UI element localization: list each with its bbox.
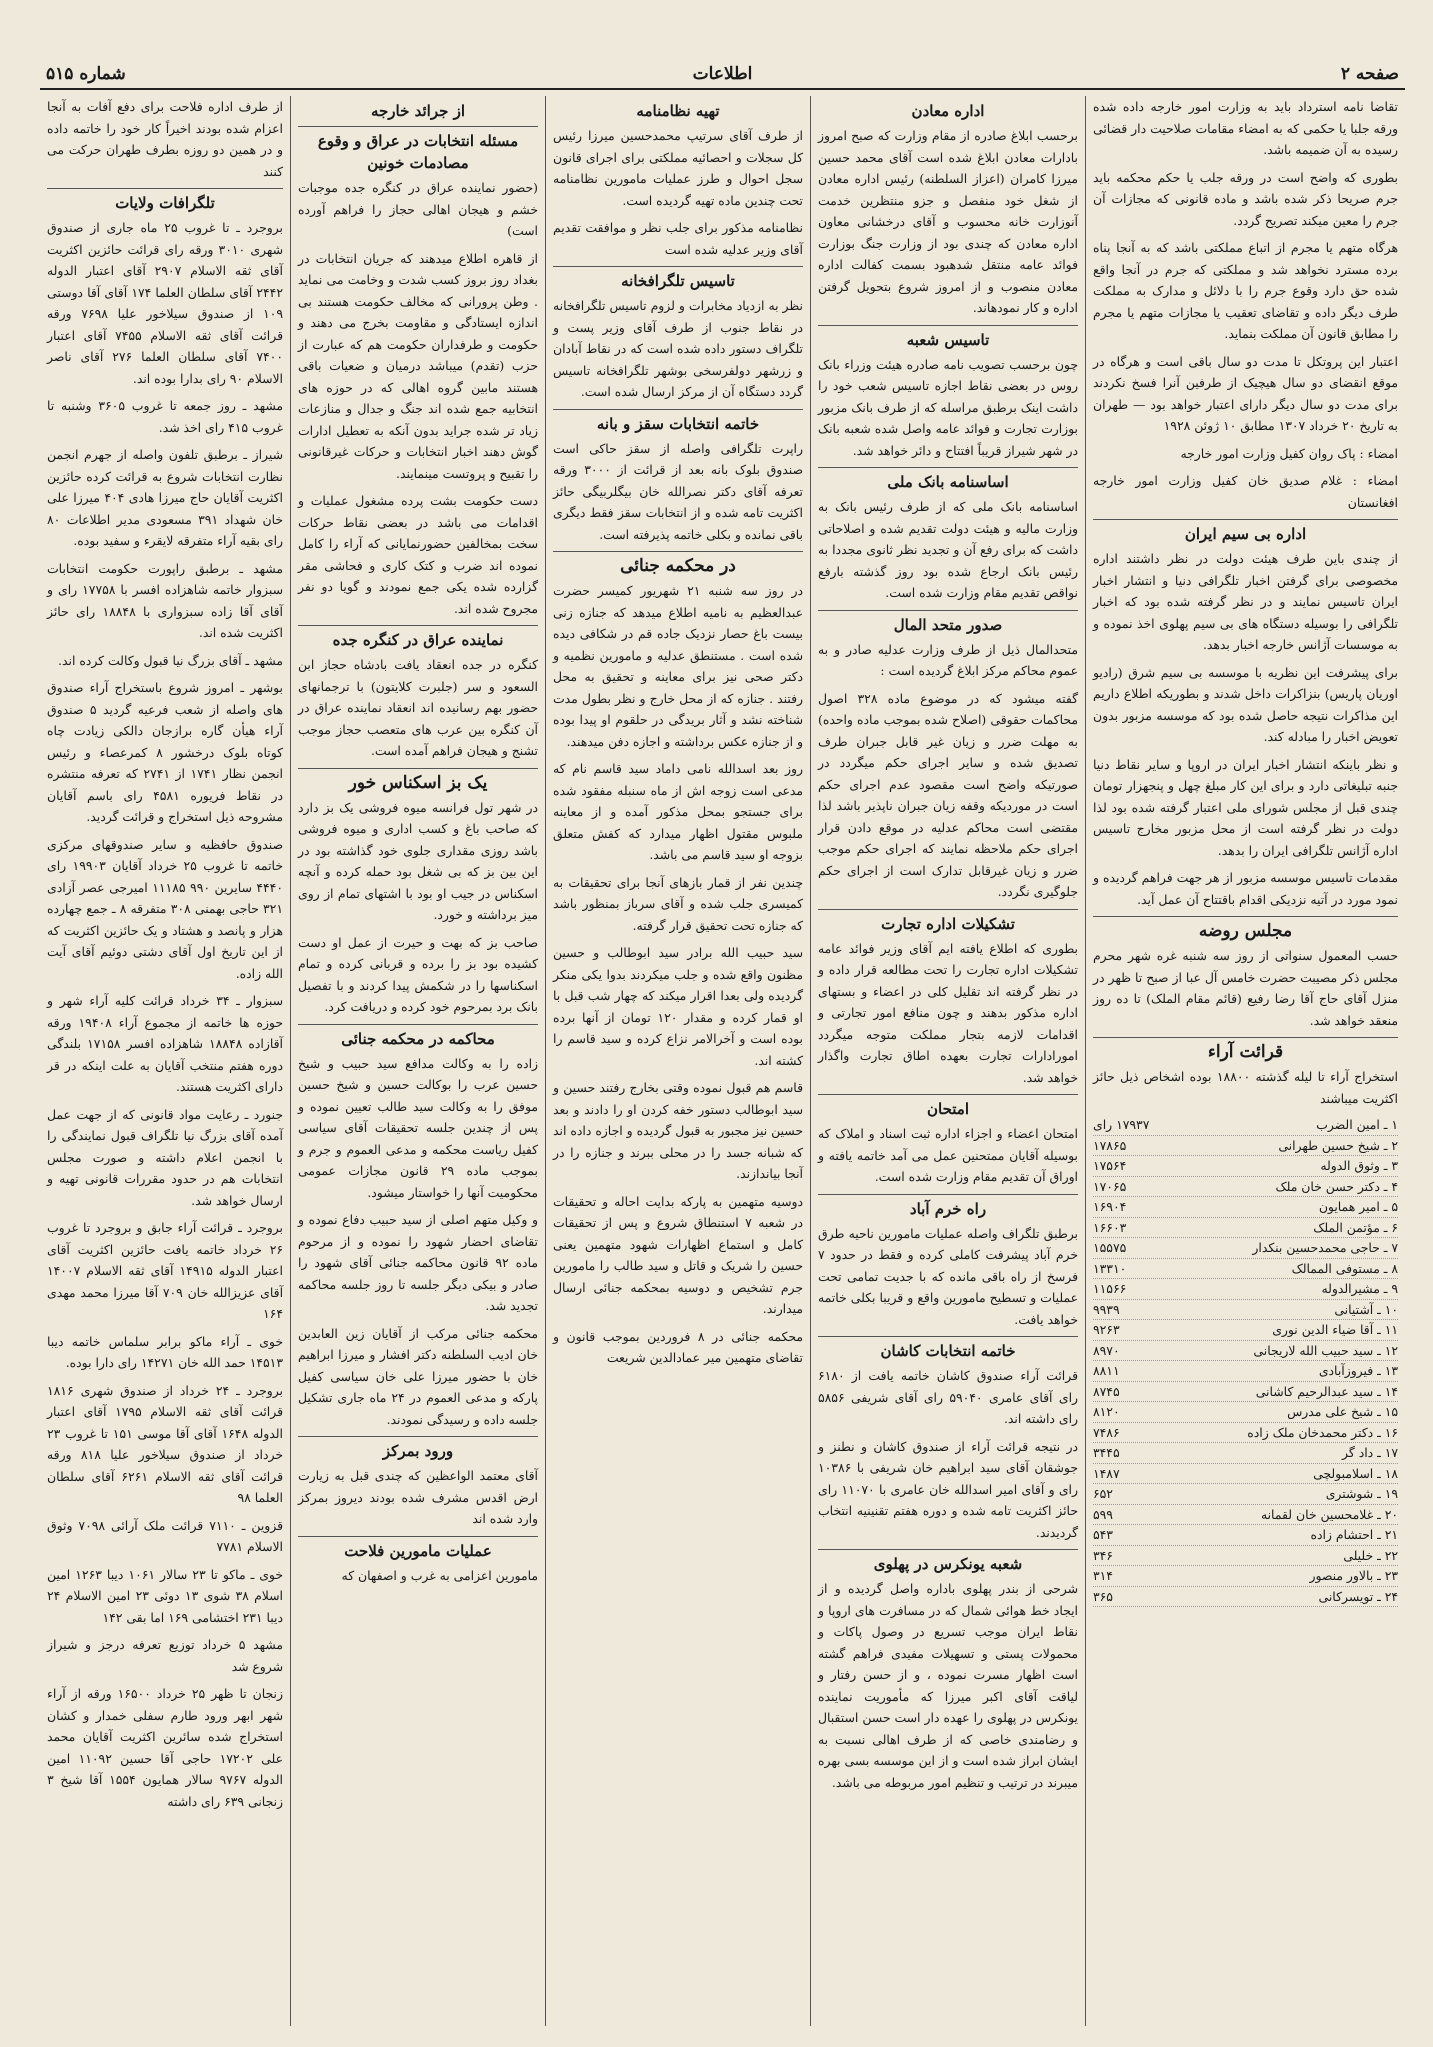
paragraph: از طرف آقای سرتیپ محمدحسین میرزا رئیس کل سجلات و احصائیه مملکتی برای اجرای قانون سجل احوال و طرز عملیات مامورین نظامنامه تحت چندین ماده تهیه گردیده است. [553, 128, 803, 208]
headline: شعبه یونکرس در پهلوی [818, 1549, 1078, 1575]
paragraph: محکمه جنائی در ۸ فروردین بموجب قانون و تقاضای متهمین میر عمادالدین شریعت [553, 1328, 803, 1365]
list-item: ۲ ـ شیخ حسین طهرانی ۱۷۸۶۵ [1093, 1136, 1398, 1157]
paragraph: گفته میشود که در موضوع ماده ۳۲۸ اصول محاکمات حقوقی (اصلاح شده بموجب ماده واحده) به مهلت ضرر و زیان غیر قابل جبران طرف تصدیق شده و سایر اجرای حکم میگردد در صورتیکه واضح است مقصود عدم اجرای حکم است در موردیکه وقفه زیان جبران ناپذیر باشد لذا مقتضی است محاکم عدلیه در موقع دادن قرار اجرای حکم ملاحظه نمایند که اجرای حکم موجب ضرر و زیان غیرقابل تدارک است از اجرای حکم جلوگیری نگردد. [818, 690, 1078, 899]
list-item: ۱۶ ـ دکتر محمدخان ملک زاده ۷۴۸۶ [1093, 1423, 1398, 1444]
paragraph: هرگاه متهم یا مجرم از اتباع مملکتی باشد که به آنجا پناه برده مسترد نخواهد شد و مملکتی که جرم در آنجا واقع شده حق دارد وقوع جرم را با دلائل و مدارک به مملکت طرف دیگر داده و تقاضای تعقیب یا مجازات متهم یا مجرم را مطابق قانون آن مملکت بنماید. [1093, 240, 1398, 341]
paragraph: (حضور نماینده عراق در کنگره جده موجبات خشم و هیجان اهالی حجاز را فراهم آورده است) [298, 180, 538, 238]
newspaper-title: اطلاعات [692, 64, 753, 84]
headline: خاتمه انتخابات کاشان [818, 1336, 1078, 1362]
headline: اداره معادن [911, 102, 985, 120]
list-item: ۲۳ ـ بالاور منصور ۳۱۴ [1093, 1566, 1398, 1587]
paragraph: قزوین ـ ۷۱۱۰ قرائت ملک آرائی ۷۰۹۸ وثوق الاسلام ۷۷۸۱ [47, 1517, 284, 1554]
paragraph: از طرف اداره فلاحت برای دفع آفات به آنجا اعزام شده بودند اخیراً کار خود را خاتمه داده و در همین دو روزه بطرف طهران حرکت می کنند [47, 99, 283, 179]
list-item: ۵ ـ امیر همایون ۱۶۹۰۴ [1093, 1197, 1398, 1218]
paragraph: قرائت آراء صندوق کاشان خاتمه یافت از ۶۱۸۰ رای آقای عامری ۵۹۰۴۰ رای آقای شریفی ۵۸۵۶ رای داشته اند. [818, 1368, 1078, 1426]
paragraph: مشهد ۵ خرداد توزیع تعرفه درجز و شیراز شروع شد [47, 1637, 283, 1674]
paragraph: نظر به ازدیاد مخابرات و لزوم تاسیس تلگرافخانه در نقاط جنوب از طرف آقای وزیر پست و تلگراف دستور داده شده است که در نقاط آبادان و زرشهر دولفرسخی بوشهر تلگرافخانه تاسیس گردد دستگاه آن از مرکز ارسال شده است. [553, 298, 803, 399]
paragraph: بطوری که اطلاع یافته ایم آقای وزیر فوائد عامه تشکیلات اداره تجارت را تحت مطالعه قرار داده و در نظر گرفته اند تقلیل کلی در اعضاء و بستهای اداره مذکور بدهند و چون منافع امور تجارتی و اقدامات لازمه بتجار مملکت متوجه میگردد امورادارات تجارت بعهده اطاق تجارت واگذار خواهد شد. [818, 940, 1078, 1085]
list-item: ۱ ـ امین الضرب ۱۷۹۳۷ رای [1093, 1115, 1398, 1136]
headline: در محکمه جنائی [553, 551, 803, 577]
list-item: ۲۴ ـ تویسرکانی ۳۶۵ [1093, 1587, 1398, 1608]
paragraph: برحسب ابلاغ صادره از مقام وزارت که صبح امروز بادارات معادن ابلاغ شده است آقای محمد حسین میرزا کامران (اعزاز السلطنه) رئیس اداره معادن از شغل خود منفصل و جزو منتظرین خدمت آنوزارت خانه محسوب و آقای درخشانی معاون اداره معادن که چندی بود از وزارت جنگ بوزارت فوائد عامه منتقل شدهبود بسمت کفالت اداره معادن منصوب و از امروز شروع بتحویل گرفتن اداره و کار نمودهاند. [818, 128, 1078, 315]
paragraph: متحدالمال ذیل از طرف وزارت عدلیه صادر و به عموم محاکم مرکز ابلاغ گردیده است : [818, 641, 1078, 678]
list-item: ۱۸ ـ اسلامبولچی ۱۴۸۷ [1093, 1464, 1398, 1485]
paragraph: چندین نفر از قمار بازهای آنجا برای تحقیقات به کمیسری جلب شده و آقای سرباز بمنظور باشد که جنازه تحت تحقیق قرار گرفته. [553, 874, 803, 933]
paragraph: بروجرد ـ ۲۴ خرداد از صندوق شهری ۱۸۱۶ قرائت آقای ثقه الاسلام ۱۷۹۵ آقای اعتبار الدوله ۱۶۴۸ آقای آقا موسی ۱۵۱ تا غروب ۲۳ خرداد از صندوق سیلاخور علیا ۸۱۸ ورقه قرائت آقای ثقه الاسلام ۶۲۶۱ آقای سلطان العلما ۹۸ [47, 1382, 284, 1505]
paragraph: بطوری که واضح است در ورقه جلب یا حکم محکمه باید جرم صریحا ذکر شده باشد و ماده قانونی که مجازات آن جرم را معین میکند تصریح گردد. [1093, 169, 1398, 228]
headline: اداره بی سیم ایران [1093, 519, 1398, 545]
section-header: از جرائد خارجه [370, 102, 466, 120]
masthead [40, 62, 1405, 90]
paragraph: از قاهره اطلاع میدهند که جریان انتخابات در بغداد روز بروز کسب شدت و وخامت می نماید . وطن پرورانی که مخالف حکومت هستند بی اندازه ایستادگی و مقاومت بخرج می دهند و حکومت و طرفداران حکومت هم که عبارت از حزب (تقدم) میباشد درمیان و ضعیات باقی هستند مابین گروه اهالی که در حوزه های انتخابیه جمع شده اند جنگ و جدال و منازعات زیاد تر شده جراید بدون آنکه به تعطیل ادارات گوش دهند اخبار انتخابات و حرکات غیرقانونی را تقبیح و پروتست مینمایند. [298, 250, 538, 481]
headline: عملیات مامورین فلاحت [298, 1536, 538, 1562]
paragraph: بروجرد ـ قرائت آراء جابق و بروجرد تا غروب ۲۶ خرداد خاتمه یافت حائزین اکثریت آقای اعتبار الدوله ۱۴۹۱۵ آقای ثقه الاسلام ۱۴۰۰۷ آقای عزیزالله خان ۷۰۹ آقا میرزا محمد مهدی ۱۶۴ [47, 1220, 284, 1321]
column-5 [40, 96, 290, 2026]
list-item: ۱۴ ـ سید عبدالرحیم کاشانی ۸۷۴۵ [1093, 1382, 1398, 1403]
headline: تهیه نظامنامه [636, 102, 720, 120]
headline: مسئله انتخابات در عراق و وقوع مصادمات خونین [298, 126, 538, 174]
paragraph: در روز سه شنبه ۲۱ شهریور کمیسر حضرت عبدالعظیم به نامیه اطلاع میدهد که جنازه زنی بیست باغ حصار نزدیک جاده قم در شکافی دیده شده است . مستنطق عدلیه و مامورین نظمیه و دکتر صحی نیز برای معاینه و تحقیق به محل رفتند . جنازه که از محل خارج و نظر بطول مدت شناخته نشد و آثار بریدگی در حلقوم او پیدا بوده و از جنازه عکس برداشته و اجازه دفن میدهند. [553, 583, 803, 749]
paragraph: جنورد ـ رعایت مواد قانونی که از جهت عمل آمده آقای بزرگ نیا تلگراف قبول نمایندگی را با انجمن اعلام داشته و صورت مجلس انتخابات هم در حدود مقررات قانونی تهیه و ارسال خواهد شد. [47, 1106, 283, 1208]
paragraph: سبزوار ـ ۳۴ خرداد قرائت کلیه آراء شهر و حوزه ها خاتمه از مجموع آراء ۱۹۴۰۸ ورقه آقازاده ۱۸۸۴۸ شاهزاده افسر ۱۷۱۵۸ بلندگی دوره هفتم منتخب آقایان به علت اینکه در قر دارای اکثریت هستند. [47, 993, 284, 1094]
paragraph: محکمه جنائی مرکب از آقایان زین العابدین خان ادیب السلطنه دکتر افشار و میرزا ابراهیم خان با حضور میرزا علی خان سیاسی کفیل پارکه و مدعی العموم در ۲۴ ماه جاری تشکیل جلسه داده و رسیدگی نمودند. [298, 1325, 538, 1427]
list-item: ۶ ـ مؤتمن الملک ۱۶۶۰۳ [1093, 1218, 1398, 1239]
paragraph: مشهد ـ آقای بزرگ نیا قبول وکالت کرده اند. [58, 652, 283, 668]
paragraph: برای پیشرفت این نظریه با موسسه بی سیم شرق (رادیو اوریان پاریس) بنزاکرات داخل شدند و بطوریکه اطلاع داریم این مذاکرات نتیجه حاصل شده بود که موسسه مزبور بدون تعویض اخبار را مبادله کند. [1093, 664, 1398, 744]
headline: تاسیس تلگرافخانه [553, 266, 803, 292]
list-item: ۹ ـ مشیرالدوله ۱۱۵۶۶ [1093, 1279, 1398, 1300]
page-number: صفحه ۲ [1340, 64, 1399, 84]
paragraph: برطبق تلگراف واصله عملیات مامورین ناحیه طرق خرم آباد پیشرفت کاملی کرده و فقط در حدود ۷ فرسخ از راه باقی مانده که با جدیت تمامی تحت عملیات و تسطیح مامورین واقع و قریبا بکلی خاتمه خواهد یافت. [818, 1225, 1078, 1327]
paragraph: امضاء : پاک روان کفیل وزارت امور خارجه [1180, 445, 1398, 461]
headline: تشکیلات اداره تجارت [818, 909, 1078, 935]
issue-number: شماره ۵۱۵ [46, 64, 126, 84]
headline: تلگرافات ولایات [47, 188, 283, 214]
paragraph: مشهد ـ روز جمعه تا غروب ۳۶۰۵ وشنبه تا غروب ۴۱۵ رای اخذ شد. [47, 398, 284, 435]
headline: نماینده عراق در کنگره جده [298, 625, 538, 651]
list-item: ۲۰ ـ غلامحسین خان لقمانه ۵۹۹ [1093, 1505, 1398, 1526]
list-item: ۱۵ ـ شیخ علی مدرس ۸۱۲۰ [1093, 1402, 1398, 1423]
paragraph: روز بعد اسدالله نامی داماد سید قاسم نام که مدعی است زوجه اش از ماه سنبله مفقود شده برای جستجو بمحل مذکور آمده و از معاینه ملبوس مقتول اظهار میدارد که کفش متعلق بزوجه او سید قاسم می باشد. [553, 761, 803, 862]
column-1 [1085, 96, 1405, 2026]
paragraph: صندوق حافظیه و سایر صندوقهای مرکزی خاتمه تا غروب ۲۵ خرداد آقایان ۱۹۹۰۳ رای ۴۴۴۰ سایرین ۹۹۰ ۱۱۱۸۵ امیرجی عصر آزادی ۳۲۱ حاجی بهمنی ۳۰۸ متفرقه ۸ ـ جمع چهارده هزار و پانصد و هشتاد و یک حائزین اکثریت که از این تاریخ اول آقای دشتی دوئیم آقای آیت الله زاده. [47, 836, 283, 981]
paragraph: حسب المعمول سنواتی از روز سه شنبه غره شهر محرم مجلس ذکر مصیبت حضرت خامس آل عبا از صبح تا ظهر در منزل آقای حاج آقا رضا رفیع (قائم مقام الملک) تا ده روز منعقد خواهد شد. [1093, 948, 1398, 1028]
paragraph: راپرت تلگرافی واصله از سقز حاکی است صندوق بلوک بانه بعد از قرائت از ۳۰۰۰ ورقه تعرفه آقای دکتر نصرالله خان بیگلربیگی حائز اکثریت تامه شده و از انتخابات سقز فقط دیگری باقی نمانده و بکلی خاتمه پذیرفته است. [553, 440, 803, 542]
paragraph: مقدمات تاسیس موسسه مزبور از هر جهت فراهم گردیده و نمود مورد در آتیه نزدیکی اقدام باقتتاح آن عمل آید. [1093, 870, 1398, 907]
columns [40, 96, 1405, 2026]
paragraph: بروجرد ـ تا غروب ۲۵ ماه جاری از صندوق شهری ۳۰۱۰ ورقه رای قرائت حائزین اکثریت آقای ثقه الاسلام ۲۹۰۷ آقای اعتبار الدوله ۲۴۴۲ آقای سلطان العلما ۱۷۴ آقای آقا دوستی ۱۰۹ از صندوق سیلاخور علیا ۷۶۹۸ ورقه قرائت آقای ثقه الاسلام ۷۴۵۵ آقای اعتبار ۷۴۰۰ آقای سلطان العلما ۲۷۶ آقای ناصر الاسلام ۹۰ رای بدارا بوده اند. [47, 220, 284, 386]
paragraph: تقاضا نامه استرداد باید به وزارت امور خارجه داده شده ورقه جلبا یا حکمی که به امضاء مقامات صلاحیت دار قضائی رسیده به آن ضمیمه باشد. [1093, 99, 1398, 157]
list-item: ۲۱ ـ احتشام زاده ۵۴۳ [1093, 1525, 1398, 1546]
list-item: ۴ ـ دکتر حسن خان ملک ۱۷۰۶۵ [1093, 1177, 1398, 1198]
paragraph: صاحب بز که بهت و حیرت از عمل او دست کشیده بود بز را برده و قربانی کرده و تمام اسکناسها را در شکمش پیدا کردند و با تفصیل بانک برد بمرحوم خود کرده و دریافت کرد. [298, 934, 538, 1014]
paragraph: در شهر تول فرانسه میوه فروشی یک بز دارد که صاحب باغ و کسب اداری و میوه فروشی باشد روزی مقداری جلوی خود گذاشته بود در این بین بز که بی شغل بود حمله کرده و آنچه اسکناس در جیب او بود با اشتهای تمام از روی میز برداشته و خورد. [298, 799, 538, 922]
paragraph: چون برحسب تصویب نامه صادره هیئت وزراء بانک روس در بعضی نقاط اجازه تاسیس شعب خود را داشت اینک برطبق مراسله که از طرف بانک مزبور بوزارت تجارت و فوائد عامه واصل شده شعبه بانک در شهر شیراز قریباً افتتاح و دائر خواهد شد. [818, 356, 1078, 458]
column-4 [290, 96, 545, 2026]
headline: تاسیس شعبه [818, 325, 1078, 351]
headline: قرائت آراء [1093, 1037, 1398, 1063]
paragraph: قاسم هم قبول نموده وقتی بخارج رفتند حسین و سید ابوطالب دستور خفه کردن او را دادند و بعد حسین نیز مجبور به قبول گردیده و اجازه داده اند که شبانه جسد را در محلی ببرند و جنازه را در آنجا بیاندازند. [553, 1080, 803, 1181]
paragraph: سید حبیب الله برادر سید ابوطالب و حسین مظنون واقع شده و جلب میکردند بدوا یکی منکر گردیده ولی بعدا اقرار میکند که چهار شب قبل با او قمار کرده و مقدار ۱۲۰ تومان از آنها برده بوده است و آخرالامر نزاع کرده و سید قاسم را کشته اند. [553, 945, 803, 1068]
headline: اساسنامه بانک ملی [818, 467, 1078, 493]
paragraph: شیراز ـ برطبق تلفون واصله از جهرم انجمن نظارت انتخابات شروع به قرائت کرده حائزین اکثریت آقایان حاج میرزا هادی ۴۰۴ میرزا علی خان شهداد ۳۹۱ مسعودی مدیر اطلاعات ۸۰ رای بقیه آراء متفرقه لایقرء و سفید بوده. [47, 447, 284, 548]
paragraph: مشهد ـ برطبق راپورت حکومت انتخابات سبزوار خاتمه شاهزاده افسر با ۱۷۷۵۸ رای و آقای آقا زاده سبزواری با ۱۸۸۴۸ رای حائز اکثریت شده اند. [47, 560, 283, 640]
list-item: ۱۲ ـ سید حبیب الله لاریجانی ۸۹۷۰ [1093, 1341, 1398, 1362]
paragraph: دوسیه متهمین به پارکه بدایت احاله و تحقیقات در شعبه ۷ استنطاق شروع و پس از تحقیقات کامل و استماع اظهارات شهود متهمین یعنی حسین را شریک و قاتل و سید طالب را مامورین جرم تشخیص و دوسیه بمحکمه جنائی ارسال میدارند. [553, 1193, 803, 1316]
paragraph: از چندی باین طرف هیئت دولت در نظر داشتند اداره مخصوصی برای گرفتن اخبار تلگرافی دنیا و انتشار اخبار ایران تاسیس نمایند و در نظر گرفته شده بود که اخبار تلگرافی را بوسیله دستگاه های بی سیم پهلوی اخذ نموده و به موسسات آژانس خارجه اخبار بدهد. [1093, 551, 1398, 652]
paragraph: امضاء : غلام صدیق خان کفیل وزارت امور خارجه افغانستان [1093, 473, 1398, 510]
paragraph: کنگره در جده انعقاد یافت بادشاه حجاز ابن السعود و سر (جلبرت کلایتون) با ترجمانهای حضور بهم رسانیده اند انعقاد نماینده عراق در آن کنگره بین عرب های متعصب حجاز موجب تشنج و هیجان فراهم آمده است. [298, 657, 538, 758]
list-item: ۸ ـ مستوفی الممالک ۱۳۳۱۰ [1093, 1259, 1398, 1280]
paragraph: و نظر باینکه انتشار اخبار ایران در اروپا و سایر نقاط دنیا جنبه تبلیغاتی دارد و برای این کار مبلغ چهل و پنجهزار تومان چندی قبل از مجلس شورای ملی اعتبار گرفته شده بود لذا دولت در نظر گرفته است از محل مزبور مخارج تاسیس اداره آژانس تلگرافی ایران را بدهد. [1093, 756, 1398, 858]
paragraph: اعتبار این پروتکل تا مدت دو سال باقی است و هرگاه در موقع انقضای دو سال هیچیک از طرفین آنرا فسخ نکردند برای مدت دو سال دیگر دارای اعتبار خواهد بود — طهران به تاریخ ۲۰ خرداد ۱۳۰۷ مطابق ۱۰ ژوئن ۱۹۲۸ [1093, 353, 1398, 433]
paragraph: نظامنامه مذکور برای جلب نظر و موافقت تقدیم آقای وزیر عدلیه شده است [553, 220, 803, 257]
paragraph: خوی ـ ماکو تا ۲۳ سالار ۱۰۶۱ دیبا ۱۲۶۳ امین اسلام ۳۸ شوی ۱۳ دوئی ۲۳ امین الاسلام ۲۴ دیبا ۲۳۱ اختشامی ۱۶۹ اما بقی ۱۴۲ [47, 1566, 283, 1625]
headline: ورود بمرکز [298, 1436, 538, 1462]
paragraph: امتحان اعضاء و اجزاء اداره ثبت اسناد و املاک که بوسیله آقایان ممتحنین عمل می آمد خاتمه یافته و اوراق آن تقدیم مقام وزارت شده است. [818, 1126, 1078, 1184]
headline: یک بز اسکناس خور [298, 768, 538, 794]
column-3 [545, 96, 810, 2026]
paragraph: استخراج آراء تا لیله گذشته ۱۸۸۰۰ بوده اشخاص ذیل حائز اکثریت میباشند [1093, 1069, 1398, 1106]
list-item: ۲۲ ـ خلیلی ۳۴۶ [1093, 1546, 1398, 1567]
headline: مجلس روضه [1093, 916, 1398, 942]
paragraph: خوی ـ آراء ماکو برابر سلماس خاتمه دیبا ۱۴۵۱۳ حمد الله خان ۱۴۲۷۱ رای دارا بوده. [47, 1333, 283, 1370]
headline: محاکمه در محکمه جنائی [298, 1024, 538, 1050]
column-2 [810, 96, 1085, 2026]
paragraph: در نتیجه قرائت آراء از صندوق کاشان و نطنز و جوشقان آقای سید ابراهیم خان شریفی با ۱۰۳۸۶ رای و آقای امیر اسدالله خان عامری با ۱۱۰۷۰ رای حائز اکثریت تامه شده و دوره هفتم تقنینیه انتخاب گردیدند. [818, 1438, 1078, 1540]
list-item: ۱۷ ـ داد گر ۳۴۴۵ [1093, 1443, 1398, 1464]
list-item: ۱۹ ـ شوشتری ۶۵۲ [1093, 1484, 1398, 1505]
headline: امتحان [818, 1094, 1078, 1120]
headline: صدور متحد المال [818, 610, 1078, 636]
list-item: ۳ ـ وثوق الدوله ۱۷۵۶۴ [1093, 1156, 1398, 1177]
paragraph: زاده را به وکالت مدافع سید حبیب و شیخ حسین عرب را بوکالت حسین و شیخ حسین موفق را به وکالت سید طالب تعیین نموده و پس از چندین جلسه تحقیقات آقای سیاسی کفیل ریاست محکمه و مدعی العموم و جرم و بموجب ماده ۲۹ قانون مجازات عمومی محکومیت آنها را خواستار میشود. [298, 1055, 539, 1200]
paragraph: زنجان تا ظهر ۲۵ خرداد ۱۶۵۰۰ ورقه از آراء شهر ابهر ورود طارم سفلی خمدار و کشان استخراج شده سائرین اکثریت آقایان محمد علی ۱۷۲۰۲ حاجی آقا حسین ۱۱۰۹۲ امین الدوله ۹۷۶۷ سالار همایون ۱۵۵۴ آقا شیخ ۳ زنجانی ۶۳۹ رای داشته [47, 1686, 284, 1809]
vote-results-list [1093, 1115, 1398, 1607]
headline: خاتمه انتخابات سقز و بانه [553, 409, 803, 435]
list-item: ۷ ـ حاجی محمدحسین بنکدار ۱۵۵۷۵ [1093, 1238, 1398, 1259]
paragraph: دست حکومت بشت پرده مشغول عملیات و اقدامات می باشد در بعضی نقاط حرکات سخت بمخالفین حضورنمایانی که آراء را کامل نموده اند ضرب و کتک کاری و فحاشی مقر گزارده شده یکی جمع نمودند و گویا دو نفر مجروح شده اند. [298, 493, 538, 616]
paragraph: مامورین اعزامی به غرب و اصفهان که [341, 1567, 538, 1583]
list-item: ۱۳ ـ فیروزآبادی ۸۸۱۱ [1093, 1361, 1398, 1382]
list-item: ۱۰ ـ آشتیانی ۹۹۳۹ [1093, 1300, 1398, 1321]
paragraph: آقای معتمد الواعظین که چندی قبل به زیارت ارض اقدس مشرف شده بودند دیروز بمرکز وارد شده اند [298, 1468, 538, 1526]
paragraph: بوشهر ـ امروز شروع باستخراج آراء صندوق های واصله از شعب فرعیه گردید ۵ صندوق آراء هیأن گاره برازجان دالکی زیادت چاه کوتاه بلوک درخشور ۸ کمرعصاء و رئیس انجمن نظار ۱۷۴۱ از ۲۷۴۱ که تعرفه منتشره در نقاط فریوره ۴۵۸۱ رای باسم آقایان مشروحه ذیل استخراج و قرائت گردید. [47, 680, 283, 824]
paragraph: اساسنامه بانک ملی که از طرف رئیس بانک به وزارت مالیه و هیئت دولت تقدیم شده و اصلاحاتی داشت که برای رفع آن و تجدید نظر ثانوی مجددا به رئیس بانک ارجاع شده بود روز گذشته بارفع نواقص تقدیم مقام وزارت شده است. [818, 499, 1078, 600]
headline: راه خرم آباد [818, 1194, 1078, 1220]
list-item: ۱۱ ـ آقا ضیاء الدین نوری ۹۲۶۳ [1093, 1320, 1398, 1341]
paragraph: شرحی از بندر پهلوی باداره واصل گردیده و از ایجاد خط هوائی شمال که در مسافرت های اروپا و نقاط ایران موجب تسریع در وصول پاکات و محمولات پستی و تسهیلات مفیدی فراهم گشته است اظهار مسرت نموده ، و از حسن رفتار و لیاقت آقای اکبر میرزا که مأموریت نماینده یونکرس در پهلوی را عهده دار است حسن استقبال و رضامندی خاصی که از طرف اهالی نسبت به ایشان ابراز شده است و از این موسسه بسی بهره میبرند در ترتیب و تنظیم امور مربوطه می باشد. [818, 1581, 1078, 1790]
paragraph: و وکیل متهم اصلی از سید حبیب دفاع نموده و تقاضای احضار شهود را نموده و از مرحوم ماده ۹۲ قانون محاکمه جنائی آقای شهود را صادر و بیکی دیگر جلسه تا روز جلسه محاکمه تجدید شد. [298, 1212, 538, 1313]
